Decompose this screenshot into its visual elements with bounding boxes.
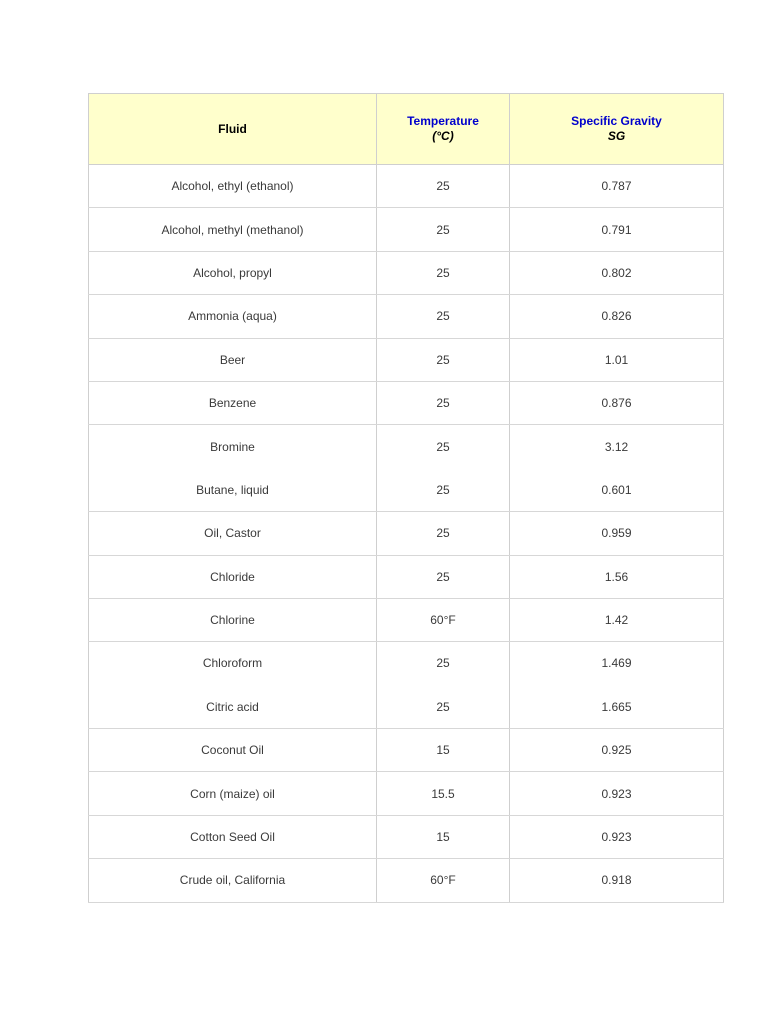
- temperature-header-label: Temperature: [407, 114, 479, 128]
- specific-gravity-cell: 1.665: [510, 685, 724, 728]
- temperature-cell: 25: [377, 165, 510, 208]
- fluid-cell: Benzene: [89, 381, 377, 424]
- temperature-cell: 60°F: [377, 859, 510, 902]
- temperature-cell: 25: [377, 251, 510, 294]
- fluid-cell: Coconut Oil: [89, 729, 377, 772]
- table-row: [89, 338, 724, 381]
- temperature-cell: 60°F: [377, 598, 510, 641]
- temperature-cell: 25: [377, 295, 510, 338]
- fluid-cell: Butane, liquid: [89, 468, 377, 511]
- specific-gravity-column-header: [510, 94, 724, 165]
- temperature-cell: 25: [377, 555, 510, 598]
- specific-gravity-unit-label: SG: [607, 129, 626, 143]
- temperature-cell: 25: [377, 642, 510, 685]
- temperature-cell: 15.5: [377, 772, 510, 815]
- table-row: [89, 642, 724, 685]
- fluid-cell: Citric acid: [89, 685, 377, 728]
- table-row: [89, 772, 724, 815]
- specific-gravity-cell: 1.469: [510, 642, 724, 685]
- fluid-cell: Chloride: [89, 555, 377, 598]
- specific-gravity-cell: 0.923: [510, 772, 724, 815]
- fluid-cell: Alcohol, propyl: [89, 251, 377, 294]
- temperature-cell: 15: [377, 815, 510, 858]
- temperature-cell: 25: [377, 208, 510, 251]
- fluid-cell: Beer: [89, 338, 377, 381]
- table-row: [89, 295, 724, 338]
- specific-gravity-cell: 0.918: [510, 859, 724, 902]
- temperature-cell: 25: [377, 468, 510, 511]
- specific-gravity-cell: 0.826: [510, 295, 724, 338]
- fluid-cell: Ammonia (aqua): [89, 295, 377, 338]
- temperature-cell: 25: [377, 685, 510, 728]
- specific-gravity-cell: 0.802: [510, 251, 724, 294]
- fluid-cell: Cotton Seed Oil: [89, 815, 377, 858]
- fluid-cell: Alcohol, ethyl (ethanol): [89, 165, 377, 208]
- fluid-cell: Alcohol, methyl (methanol): [89, 208, 377, 251]
- fluid-cell: Bromine: [89, 425, 377, 468]
- table-row: [89, 425, 724, 468]
- specific-gravity-cell: 1.42: [510, 598, 724, 641]
- table-row: [89, 165, 724, 208]
- temperature-unit-label: (°C): [432, 129, 454, 143]
- table-row: [89, 598, 724, 641]
- fluid-cell: Chlorine: [89, 598, 377, 641]
- table-row: [89, 208, 724, 251]
- table-header-row: [89, 94, 724, 165]
- specific-gravity-cell: 0.925: [510, 729, 724, 772]
- fluid-cell: Corn (maize) oil: [89, 772, 377, 815]
- specific-gravity-cell: 0.791: [510, 208, 724, 251]
- specific-gravity-cell: 0.923: [510, 815, 724, 858]
- specific-gravity-cell: 1.56: [510, 555, 724, 598]
- table-row: [89, 381, 724, 424]
- temperature-cell: 25: [377, 425, 510, 468]
- fluid-column-header: [89, 94, 377, 165]
- temperature-cell: 25: [377, 512, 510, 555]
- table-row: [89, 251, 724, 294]
- fluid-cell: Chloroform: [89, 642, 377, 685]
- table-row: [89, 555, 724, 598]
- specific-gravity-cell: 0.787: [510, 165, 724, 208]
- table-row: [89, 512, 724, 555]
- specific-gravity-table-container: [88, 93, 723, 903]
- table-row: [89, 685, 724, 728]
- fluid-cell: Crude oil, California: [89, 859, 377, 902]
- temperature-cell: 15: [377, 729, 510, 772]
- temperature-cell: 25: [377, 381, 510, 424]
- specific-gravity-table: [88, 93, 724, 903]
- specific-gravity-cell: 0.601: [510, 468, 724, 511]
- table-row: [89, 815, 724, 858]
- specific-gravity-header-label: Specific Gravity: [571, 114, 662, 128]
- specific-gravity-cell: 0.876: [510, 381, 724, 424]
- specific-gravity-cell: 0.959: [510, 512, 724, 555]
- table-row: [89, 859, 724, 902]
- temperature-cell: 25: [377, 338, 510, 381]
- table-row: [89, 729, 724, 772]
- temperature-column-header: [377, 94, 510, 165]
- fluid-header-label: Fluid: [218, 121, 247, 136]
- fluid-cell: Oil, Castor: [89, 512, 377, 555]
- specific-gravity-cell: 1.01: [510, 338, 724, 381]
- table-row: [89, 468, 724, 511]
- specific-gravity-cell: 3.12: [510, 425, 724, 468]
